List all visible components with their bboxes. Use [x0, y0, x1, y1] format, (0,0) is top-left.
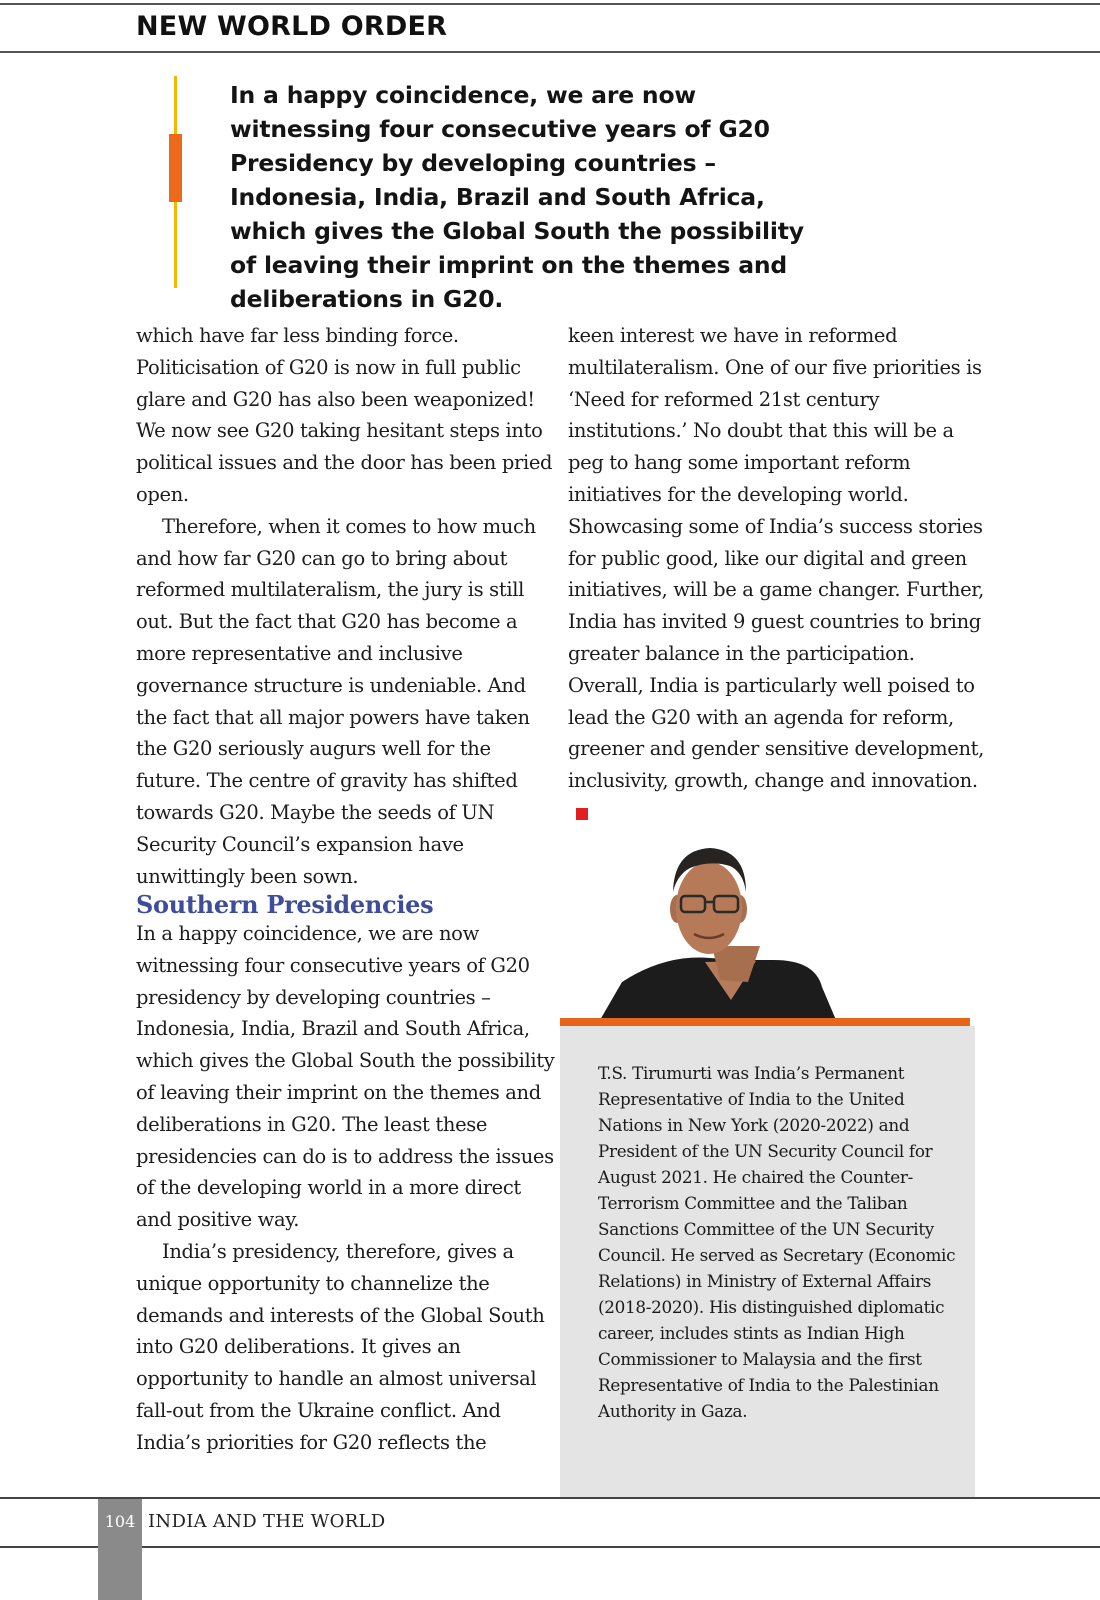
page-number: 104 [104, 1512, 136, 1531]
paragraph [568, 320, 988, 829]
paragraph: which have far less binding force. Politicisation of G20 is now in full public glare and G20 has also been weaponized! We now see G20 taking hesitant steps into political issues and the door has been pried open. [136, 324, 553, 506]
author-portrait-illustration [560, 842, 970, 1020]
author-bio: T.S. Tirumurti was India’s Permanent Representative of India to the United Nations in New York (2020-2022) and President of the UN Security Council for August 2021. He chaired the Counter-Terrorism Committee and the Taliban Sanctions Committee of the UN Security Council. He served as Secretary (Economic Relations) in Ministry of External Affairs (2018-2020). His distinguished diplomatic career, includes stints as Indian High Commissioner to Malaysia and the first Representative of India to the Palestinian Authority in Gaza. [598, 1063, 956, 1421]
paragraph: Therefore, when it comes to how much and how far G20 can go to bring about reformed multilateralism, the jury is still out. But the fact that G20 has become a more representative and inclusive governance structure is undeniable. And the fact that all major powers have taken the G20 seriously augurs well for the future. The centre of gravity has shifted towards G20. Maybe the seeds of UN Security Council’s expansion have unwittingly been sown. [136, 514, 536, 888]
left-column [136, 320, 556, 892]
footer-rule [0, 1546, 1100, 1548]
top-rule [0, 3, 1100, 5]
author-photo [560, 842, 970, 1020]
right-column [568, 320, 988, 829]
publication-name: INDIA AND THE WORLD [148, 1511, 386, 1532]
paragraph: In a happy coincidence, we are now witnessing four consecutive years of G20 presidency by developing countries – Indonesia, India, Brazil and South Africa, which gives the Global South the possibility of leaving their imprint on the themes and deliberations in G20. The least these presidencies can do is to address the issues of the developing world in a more direct and positive way. [136, 922, 555, 1232]
end-of-article-mark [576, 808, 588, 820]
section-title: NEW WORLD ORDER [136, 11, 448, 42]
paragraph: India’s presidency, therefore, gives a unique opportunity to channelize the demands and interests of the Global South into G20 deliberations. It gives an opportunity to handle an almost universal fall-out from the Ukraine conflict. And India’s priorities for G20 reflects the [136, 1239, 545, 1454]
section-heading: Southern Presidencies [136, 890, 434, 919]
section-body [136, 918, 556, 1459]
photo-rule [560, 1018, 970, 1026]
pull-quote: In a happy coincidence, we are now witnessing four consecutive years of G20 Presidency by developing countries – Indonesia, India, Brazil and South Africa, which gives the Global South the possibility of leaving their imprint on the themes and deliberations in G20. [230, 81, 804, 313]
footer-rule [0, 1497, 1100, 1499]
pull-quote-accent [169, 134, 182, 202]
paragraph-text: keen interest we have in reformed multilateralism. One of our five priorities is ‘Need for reformed 21st century institutions.’ No doubt that this will be a peg to hang some important reform initiatives for the developing world. Showcasing some of India’s success stories for public good, like our digital and green initiatives, will be a game changer. Further, India has invited 9 guest countries to bring greater balance in the participation. Overall, India is particularly well poised to lead the G20 with an agenda for reform, greener and gender sensitive development, inclusivity, growth, change and innovation. [568, 324, 984, 793]
header-rule [0, 51, 1100, 53]
